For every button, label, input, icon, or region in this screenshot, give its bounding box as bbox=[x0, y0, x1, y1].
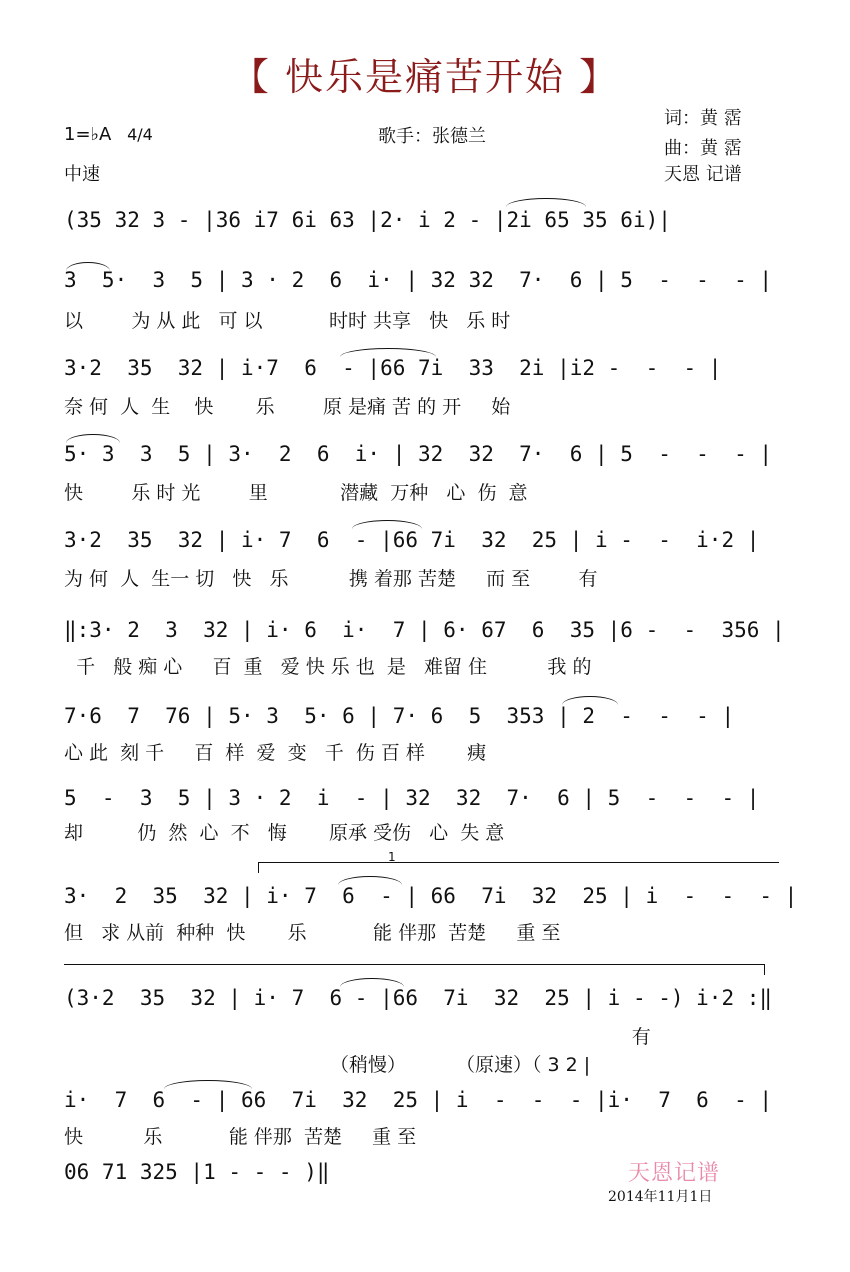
slur-mark bbox=[340, 348, 436, 357]
lyric-row: 奈 何 人 生 快 乐 原 是痛 苦 的 开 始 bbox=[64, 396, 511, 418]
slur-mark bbox=[164, 1080, 252, 1089]
transcriber-label: 天恩 记谱 bbox=[664, 164, 742, 185]
notation-row: ‖:3· 2 3 32 | i· 6 i· 7 | 6· 67 6 35 |6 - - 356 | bbox=[64, 618, 785, 642]
transcriber-stamp: 天恩记谱 bbox=[628, 1161, 721, 1186]
transcription-date: 2014年11月1日 bbox=[608, 1189, 713, 1205]
tempo-mark-slower: （稍慢） bbox=[330, 1054, 407, 1076]
song-title: 【 快乐是痛苦开始 】 bbox=[230, 55, 620, 99]
notation-row: 3·2 35 32 | i· 7 6 - |66 7i 32 25 | i - - i·2 | bbox=[64, 528, 760, 552]
lyric-row: 有 bbox=[64, 1026, 651, 1048]
lyric-row: 千 般 痴 心 百 重 爱 快 乐 也 是 难留 住 我 的 bbox=[64, 656, 592, 678]
notation-row: i· 7 6 - | 66 7i 32 25 | i - - - |i· 7 6 - | bbox=[64, 1088, 773, 1112]
lyric-row: 却 仍 然 心 不 悔 原承 受伤 心 失 意 bbox=[64, 822, 505, 844]
slur-mark bbox=[562, 696, 618, 705]
volta-label: 1 bbox=[388, 850, 396, 864]
notation-row: 5· 3 3 5 | 3· 2 6 i· | 32 32 7· 6 | 5 - - - | bbox=[64, 442, 773, 466]
second-ending-bracket bbox=[64, 964, 765, 975]
key-label: 1=♭A bbox=[64, 124, 112, 145]
notation-row: (3·2 35 32 | i· 7 6 - |66 7i 32 25 | i - -) i·2 :‖ bbox=[64, 986, 773, 1010]
composer-label: 曲：黄 霑 bbox=[664, 138, 742, 159]
slur-mark bbox=[352, 520, 422, 529]
lyric-row: 快 乐 时 光 里 潜藏 万种 心 伤 意 bbox=[64, 482, 528, 504]
lyric-row: 心 此 刻 千 百 样 爱 变 千 伤 百 样 痍 bbox=[64, 742, 487, 764]
notation-row: 3·2 35 32 | i·7 6 - |66 7i 33 2i |i2 - - - | bbox=[64, 356, 722, 380]
notation-row: 06 71 325 |1 - - - )‖ bbox=[64, 1160, 330, 1184]
slur-mark bbox=[66, 434, 120, 443]
slur-mark bbox=[338, 876, 402, 885]
lyric-row: 但 求 从前 种种 快 乐 能 伴那 苦楚 重 至 bbox=[64, 922, 561, 944]
first-ending-bracket bbox=[258, 862, 779, 873]
lyric-row: 为 何 人 生一 切 快 乐 携 着那 苦楚 而 至 有 bbox=[64, 568, 598, 590]
notation-row: (35 32 3 - |36 i7 6i 63 |2· i 2 - |2i 65 35 6i)| bbox=[64, 208, 671, 232]
slur-mark bbox=[506, 198, 586, 207]
slur-mark bbox=[340, 978, 404, 987]
lyricist-label: 词：黄 霑 bbox=[664, 108, 742, 129]
notation-row: 5 - 3 5 | 3 · 2 i - | 32 32 7· 6 | 5 - - - | bbox=[64, 786, 760, 810]
slur-mark bbox=[66, 262, 110, 271]
lyric-row: 快 乐 能 伴那 苦楚 重 至 bbox=[64, 1126, 417, 1148]
tempo-mark-original: （原速）（ 3 2 | bbox=[456, 1054, 591, 1076]
notation-row: 7·6 7 76 | 5· 3 5· 6 | 7· 6 5 353 | 2 - - - | bbox=[64, 704, 735, 728]
lyric-row: 以 为 从 此 可 以 时时 共享 快 乐 时 bbox=[64, 310, 511, 332]
singer-label: 歌手：张德兰 bbox=[378, 126, 486, 147]
notation-row: 3 5· 3 5 | 3 · 2 6 i· | 32 32 7· 6 | 5 - - - | bbox=[64, 268, 773, 292]
notation-row: 3· 2 35 32 | i· 7 6 - | 66 7i 32 25 | i - - - | bbox=[64, 884, 798, 908]
key-signature bbox=[64, 124, 153, 145]
tempo-label: 中速 bbox=[64, 164, 100, 185]
time-signature: 4/4 bbox=[127, 125, 153, 144]
